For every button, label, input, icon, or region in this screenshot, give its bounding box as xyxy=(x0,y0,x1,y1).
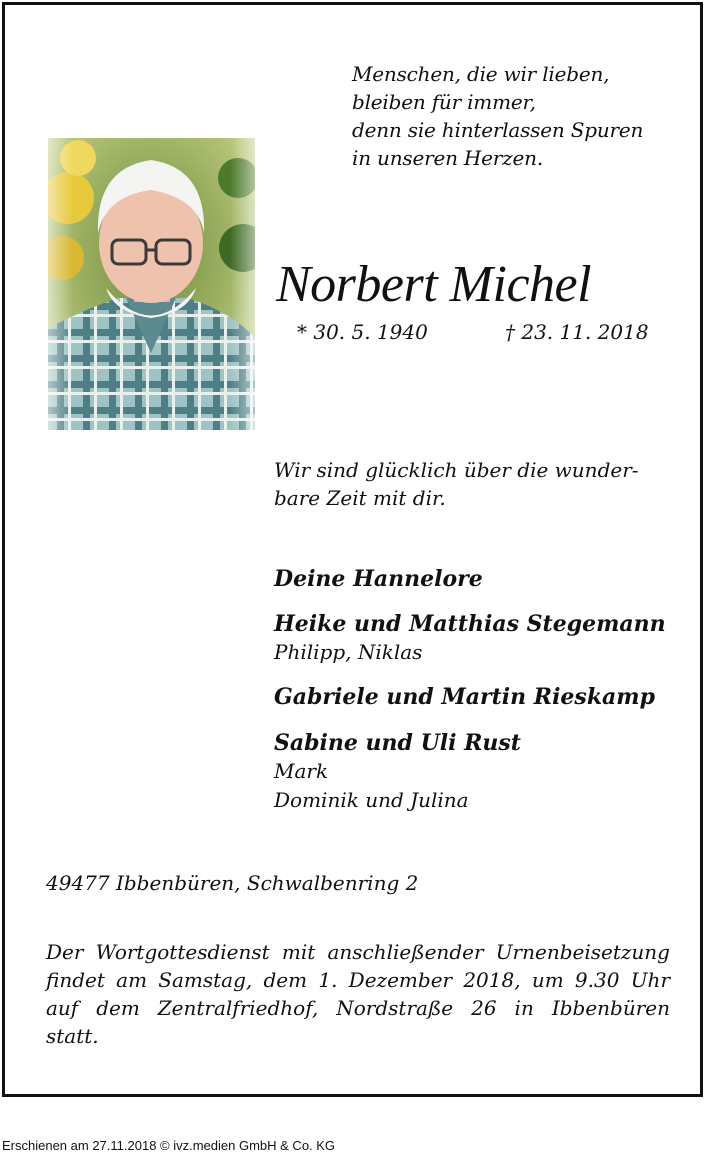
notice-line: auf dem Zentralfriedhof, Nordstraße 26 in Ibbenbüren xyxy=(46,996,670,1020)
address: 49477 Ibbenbüren, Schwalbenring 2 xyxy=(46,871,419,895)
thanks-text xyxy=(274,456,670,512)
poem-line: in unseren Herzen. xyxy=(352,146,543,170)
family-stegemann-children: Philipp, Niklas xyxy=(274,640,423,664)
family-rust-child: Mark xyxy=(274,759,329,783)
poem-line: bleiben für immer, xyxy=(352,90,536,114)
life-dates xyxy=(297,318,649,346)
poem xyxy=(352,60,643,172)
thanks-line: Wir sind glücklich über die wunder- xyxy=(274,458,639,482)
funeral-notice xyxy=(46,938,670,1050)
birth-date: * 30. 5. 1940 xyxy=(297,320,428,344)
notice-line: statt. xyxy=(46,1024,99,1048)
deceased-name: Norbert Michel xyxy=(276,256,592,313)
portrait-photo xyxy=(48,138,255,430)
thanks-line: bare Zeit mit dir. xyxy=(274,486,446,510)
notice-line: findet am Samstag, dem 1. Dezember 2018, um 9.30 Uhr xyxy=(46,968,670,992)
family-rust-child: Dominik und Julina xyxy=(274,788,469,812)
death-date: † 23. 11. 2018 xyxy=(505,320,649,344)
notice-line: Der Wortgottesdienst mit anschließender Urnenbeisetzung xyxy=(46,940,670,964)
family-rust: Sabine und Uli Rust xyxy=(274,730,521,756)
family-rieskamp: Gabriele und Martin Rieskamp xyxy=(274,684,655,710)
family-stegemann: Heike und Matthias Stegemann xyxy=(274,611,666,637)
poem-line: denn sie hinterlassen Spuren xyxy=(352,118,644,142)
publication-footer: Erschienen am 27.11.2018 © ivz.medien GmbH & Co. KG xyxy=(2,1138,336,1153)
family-hannelore: Deine Hannelore xyxy=(274,566,483,592)
poem-line: Menschen, die wir lieben, xyxy=(352,62,610,86)
